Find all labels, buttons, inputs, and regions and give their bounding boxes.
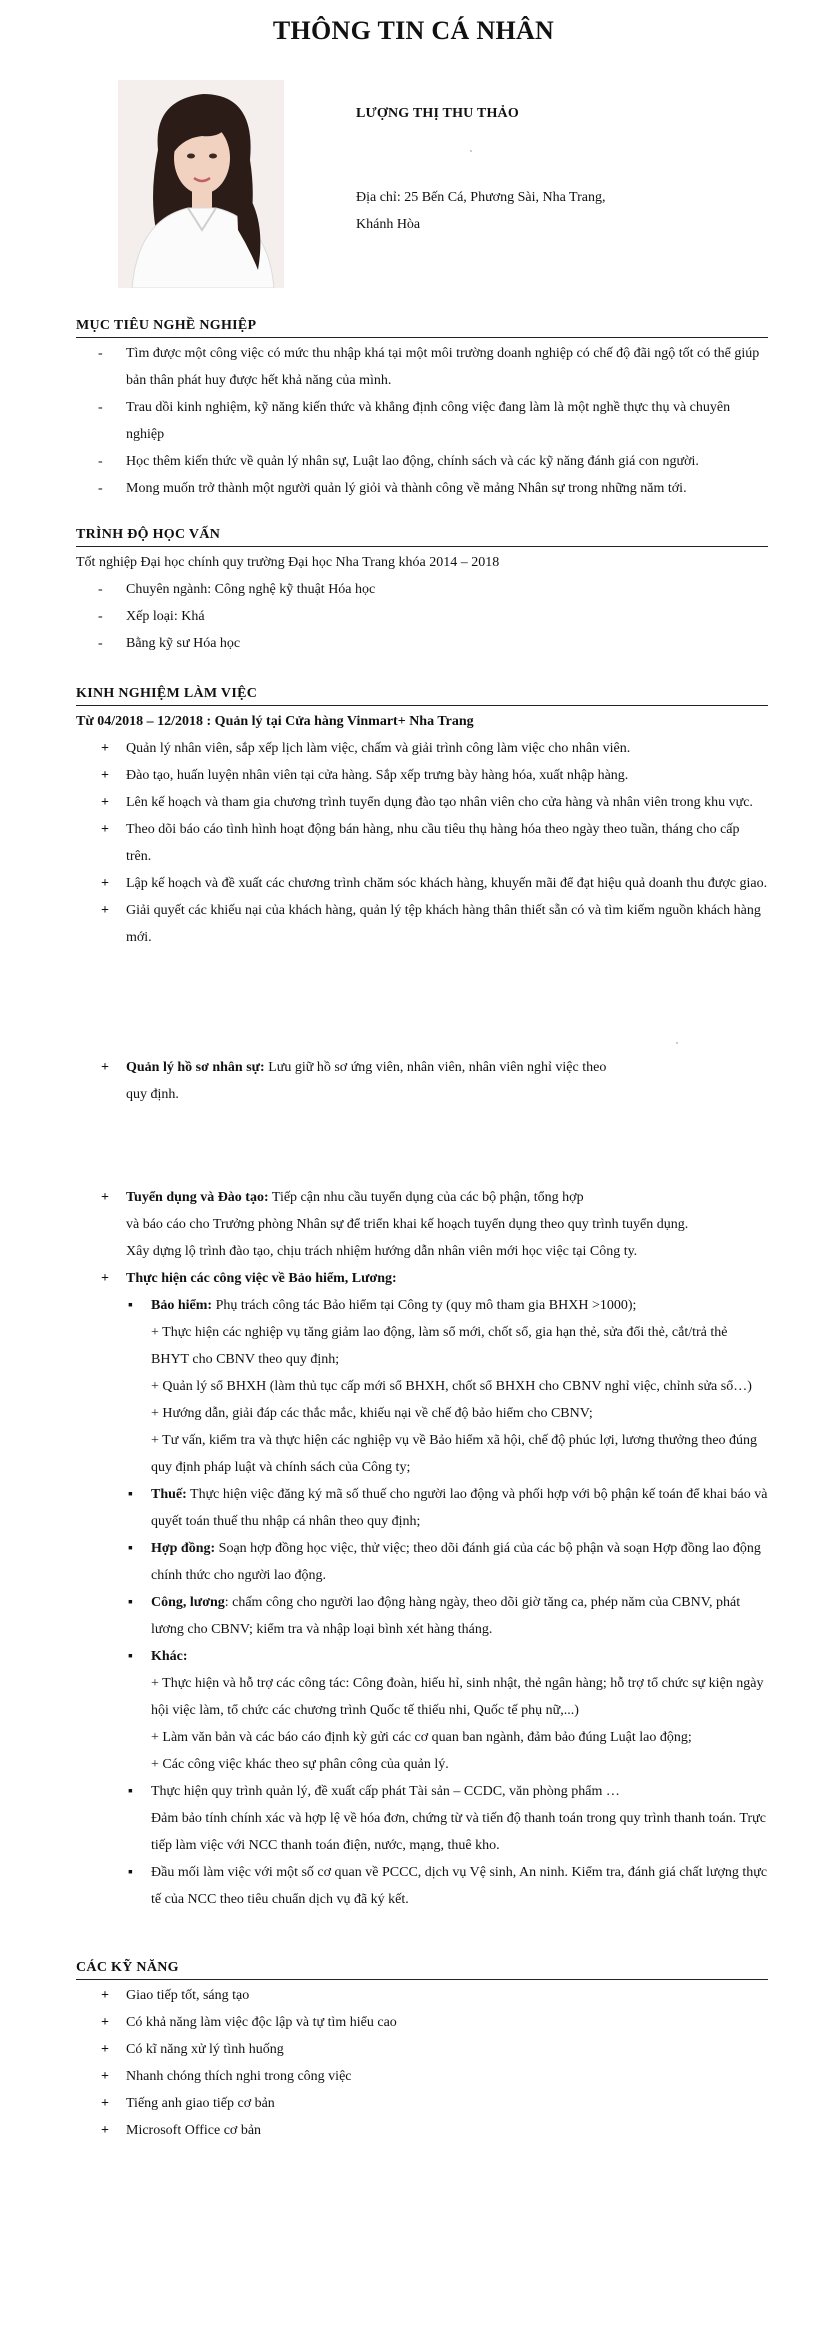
responsibilities-list <box>76 1184 768 1913</box>
list-item: + Đào tạo, huấn luyện nhân viên tại cửa hàng. Sắp xếp trưng bày hàng hóa, xuất nhập hàng. <box>76 762 768 789</box>
insurance-heading: Thực hiện các công việc về Bảo hiểm, Lương: <box>126 1271 397 1286</box>
skills-section <box>76 1960 768 2144</box>
portrait-illustration <box>118 80 284 288</box>
bh-text: Phụ trách công tác Bảo hiểm tại Công ty (quy mô tham gia BHXH >1000); <box>212 1298 637 1313</box>
recruit-line: Tiếp cận nhu cầu tuyển dụng của các bộ phận, tổng hợp <box>268 1190 584 1205</box>
list-item <box>126 1589 768 1643</box>
list-item: + Theo dõi báo cáo tình hình hoạt động bán hàng, nhu cầu tiêu thụ hàng hóa theo ngày theo tuần, tháng cho cấp trên. <box>76 816 768 870</box>
job-heading: Từ 04/2018 – 12/2018 : Quản lý tại Cửa hàng Vinmart+ Nha Trang <box>76 714 474 729</box>
luong-text: : chấm công cho người lao động hàng ngày, theo dõi giờ tăng ca, phép năm của CBNV, phát lương cho CBNV; kiểm tra và nhập loại bình xét hàng tháng. <box>151 1595 741 1637</box>
bh-sub: + Quản lý sổ BHXH (làm thủ tục cấp mới sổ BHXH, chốt sổ BHXH cho CBNV nghỉ việc, chỉnh sửa sổ…) <box>151 1379 752 1394</box>
hd-label: Hợp đồng: <box>151 1541 216 1556</box>
experience-list <box>76 735 768 951</box>
luong-label: Công, lương <box>151 1595 225 1610</box>
education-list <box>76 576 768 657</box>
decorative-dot <box>470 150 472 152</box>
skills-heading: CÁC KỸ NĂNG <box>76 1960 768 1980</box>
hr-list <box>76 1054 768 1108</box>
objective-heading: MỤC TIÊU NGHỀ NGHIỆP <box>76 318 768 338</box>
insurance-list <box>126 1292 768 1913</box>
responsibilities-block <box>76 1184 768 1913</box>
list-item: - Học thêm kiến thức về quản lý nhân sự, Luật lao động, chính sách và các kỹ năng đánh giá con người. <box>76 448 768 475</box>
skills-list <box>76 1982 768 2144</box>
list-item: - Xếp loại: Khá <box>76 603 768 630</box>
taisan-line: Đảm bảo tính chính xác và hợp lệ về hóa đơn, chứng từ và tiến độ thanh toán trong quy trình thanh toán. Trực tiếp làm việc với NCC thanh toán điện, nước, mạng, thuê kho. <box>151 1811 766 1853</box>
experience-heading: KINH NGHIỆM LÀM VIỆC <box>76 686 768 706</box>
candidate-name: LƯỢNG THỊ THU THẢO <box>356 106 519 121</box>
list-item: + Tiếng anh giao tiếp cơ bản <box>76 2090 768 2117</box>
page-title: THÔNG TIN CÁ NHÂN <box>272 16 555 45</box>
hr-label: Quản lý hồ sơ nhân sự: <box>126 1060 265 1075</box>
list-item: + Lập kế hoạch và đề xuất các chương trình chăm sóc khách hàng, khuyến mãi để đạt hiệu quả doanh thu được giao. <box>76 870 768 897</box>
list-item: + Microsoft Office cơ bản <box>76 2117 768 2144</box>
recruit-line: Xây dựng lộ trình đào tạo, chịu trách nhiệm hướng dẫn nhân viên mới học việc tại Công ty. <box>126 1244 638 1259</box>
khac-sub: + Thực hiện và hỗ trợ các công tác: Công đoàn, hiếu hỉ, sinh nhật, thẻ ngân hàng; hỗ trợ tổ chức sự kiện ngày hội việc làm, tổ chức các chương trình Quốc tế thiếu nhi, Quốc tế phụ nữ,...) <box>151 1676 764 1718</box>
recruit-line: và báo cáo cho Trưởng phòng Nhân sự để triển khai kế hoạch tuyển dụng theo quy trình tuyển dụng. <box>126 1217 689 1232</box>
recruit-label: Tuyển dụng và Đào tạo: <box>126 1190 269 1205</box>
decorative-dot <box>676 1042 678 1044</box>
education-section <box>76 527 768 657</box>
list-item: - Tìm được một công việc có mức thu nhập khá tại một môi trường doanh nghiệp có chế độ đãi ngộ tốt có thể giúp bản thân phát huy được hết khả năng của mình. <box>76 340 768 394</box>
list-item: ▪ Đầu mối làm việc với một số cơ quan về PCCC, dịch vụ Vệ sinh, An ninh. Kiểm tra, đánh giá chất lượng thực tế của NCC theo tiêu chuẩn dịch vụ đã ký kết. <box>126 1859 768 1913</box>
hr-records-block <box>76 1054 768 1108</box>
list-item: + Giải quyết các khiếu nại của khách hàng, quản lý tệp khách hàng thân thiết sẵn có và tìm kiếm nguồn khách hàng mới. <box>76 897 768 951</box>
hr-text: Lưu giữ hồ sơ ứng viên, nhân viên, nhân viên nghỉ việc theo quy định. <box>126 1060 607 1102</box>
khac-sub: + Các công việc khác theo sự phân công của quản lý. <box>151 1757 449 1772</box>
education-summary: Tốt nghiệp Đại học chính quy trường Đại học Nha Trang khóa 2014 – 2018 <box>76 555 500 570</box>
list-item <box>76 1054 768 1108</box>
list-item: + Giao tiếp tốt, sáng tạo <box>76 1982 768 2009</box>
list-item <box>126 1778 768 1859</box>
list-item: + Lên kế hoạch và tham gia chương trình tuyển dụng đào tạo nhân viên cho cửa hàng và nhân viên trong khu vực. <box>76 789 768 816</box>
list-item: - Bằng kỹ sư Hóa học <box>76 630 768 657</box>
list-item <box>76 1265 768 1913</box>
list-item: - Trau dồi kinh nghiệm, kỹ năng kiến thức và khẳng định công việc đang làm là một nghề thực thụ và chuyên nghiệp <box>76 394 768 448</box>
khac-sub: + Làm văn bản và các báo cáo định kỳ gửi các cơ quan ban ngành, đảm bảo đúng Luật lao động; <box>151 1730 692 1745</box>
bh-label: Bảo hiểm: <box>151 1298 213 1313</box>
khac-label: Khác: <box>151 1649 188 1664</box>
hd-text: Soạn hợp đồng học việc, thử việc; theo dõi đánh giá của các bộ phận và soạn Hợp đồng lao động chính thức cho người lao động. <box>151 1541 761 1583</box>
bh-sub: + Hướng dẫn, giải đáp các thắc mắc, khiếu nại về chế độ bảo hiểm cho CBNV; <box>151 1406 593 1421</box>
list-item: - Chuyên ngành: Công nghệ kỹ thuật Hóa học <box>76 576 768 603</box>
list-item: + Quản lý nhân viên, sắp xếp lịch làm việc, chấm và giải trình công làm việc cho nhân viên. <box>76 735 768 762</box>
list-item <box>126 1292 768 1481</box>
profile-photo <box>118 80 284 288</box>
list-item: + Có kĩ năng xử lý tình huống <box>76 2036 768 2063</box>
bh-sub: + Tư vấn, kiểm tra và thực hiện các nghiệp vụ về Bảo hiểm xã hội, chế độ phúc lợi, lương thưởng theo đúng quy định pháp luật và chính sách của Công ty; <box>151 1433 758 1475</box>
taisan-line: Thực hiện quy trình quản lý, đề xuất cấp phát Tài sản – CCDC, văn phòng phẩm … <box>151 1784 620 1799</box>
list-item: - Mong muốn trở thành một người quản lý giỏi và thành công về mảng Nhân sự trong những năm tới. <box>76 475 768 502</box>
education-heading: TRÌNH ĐỘ HỌC VẤN <box>76 527 768 547</box>
candidate-address: Địa chỉ: 25 Bến Cá, Phương Sài, Nha Trang, Khánh Hòa <box>356 190 606 232</box>
list-item: + Có khả năng làm việc độc lập và tự tìm hiểu cao <box>76 2009 768 2036</box>
thue-label: Thuế: <box>151 1487 187 1502</box>
thue-text: Thực hiện việc đăng ký mã số thuế cho người lao động và phối hợp với bộ phận kế toán để khai báo và quyết toán thuế thu nhập cá nhân theo quy định; <box>151 1487 768 1529</box>
bh-sub: + Thực hiện các nghiệp vụ tăng giảm lao động, làm sổ mới, chốt sổ, gia hạn thẻ, sửa đổi thẻ, cắt/trả thẻ BHYT cho CBNV theo quy định; <box>151 1325 728 1367</box>
list-item <box>76 1184 768 1265</box>
objective-list <box>76 340 768 502</box>
list-item <box>126 1481 768 1535</box>
list-item: + Nhanh chóng thích nghi trong công việc <box>76 2063 768 2090</box>
list-item <box>126 1643 768 1778</box>
list-item <box>126 1535 768 1589</box>
objective-section <box>76 318 768 502</box>
experience-section <box>76 686 768 951</box>
